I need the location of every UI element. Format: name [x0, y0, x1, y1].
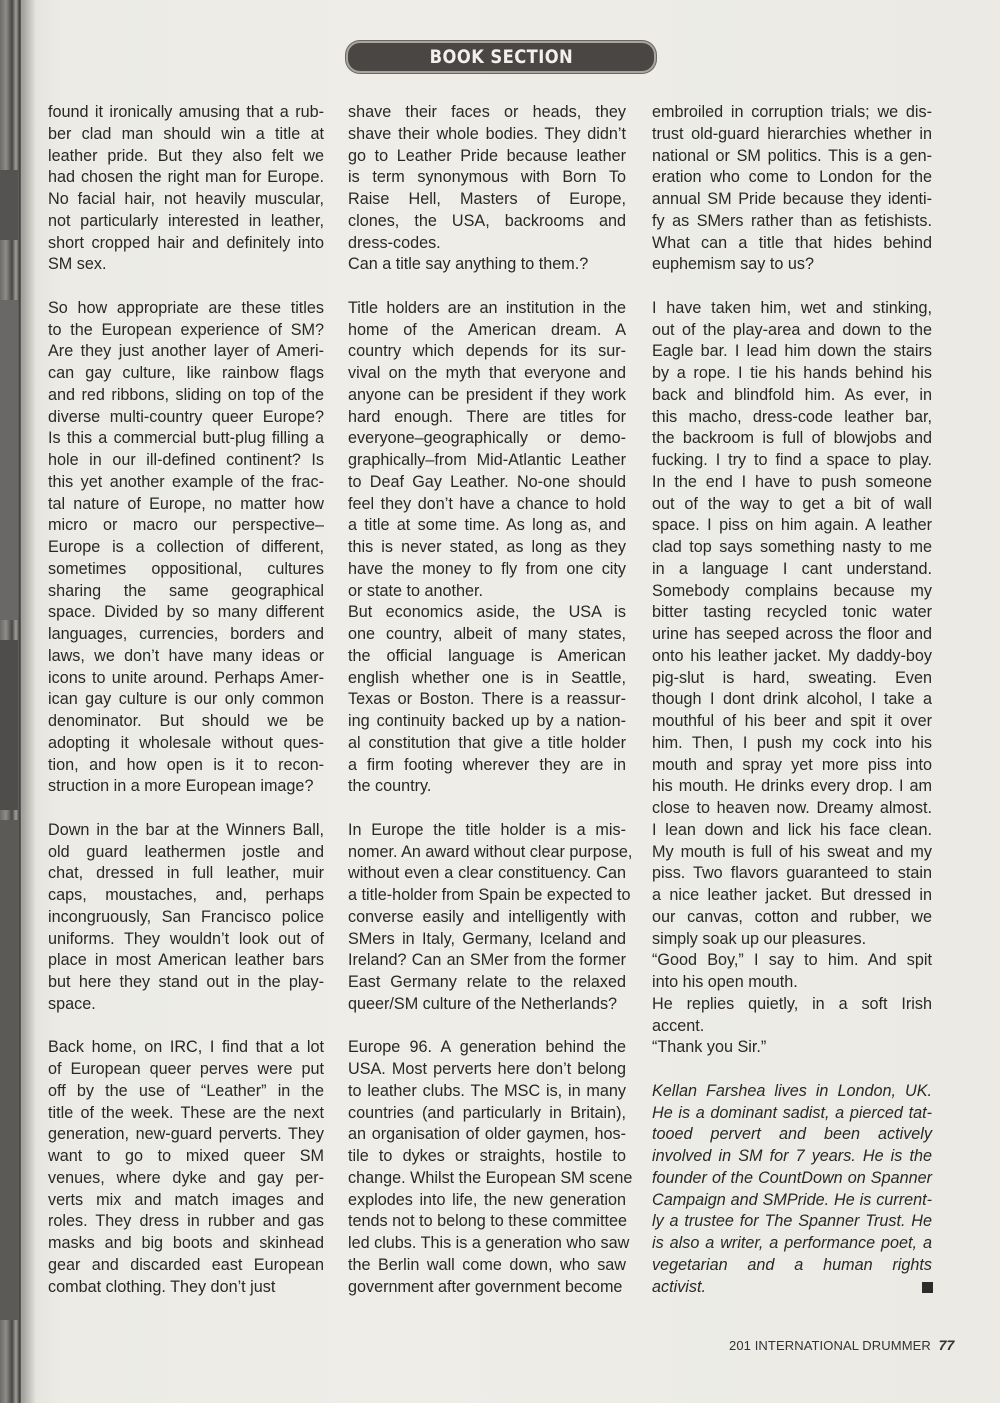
text-line: his mouth. He drinks every drop. I am — [652, 777, 932, 796]
facing-page-photo-fragment — [0, 170, 18, 240]
text-line: hole in our ill-defined continent? Is — [48, 451, 324, 469]
text-line: bitter tasting recycled tonic water — [652, 603, 932, 622]
bio-line: vegetarian and a human rights — [652, 1255, 932, 1274]
text-line: tile to dykes or straights, hostile to — [348, 1147, 626, 1165]
page-number: 77 — [938, 1337, 955, 1353]
text-column-1 — [48, 102, 324, 1298]
text-line: title of the week. These are the next — [48, 1103, 324, 1122]
text-line: fy as SMers rather than as fetishists. — [652, 211, 932, 230]
text-line: in a language I cant understand. — [652, 559, 932, 578]
text-line: SM sex. — [48, 255, 107, 274]
bio-line: activist. — [652, 1277, 706, 1296]
text-line: urine has seeped across the floor and — [652, 625, 932, 643]
text-line: chat, dressed in full leather, muir — [48, 864, 324, 883]
text-line: But economics aside, the USA is — [348, 603, 626, 622]
text-line: My mouth is full of his sweat and my — [652, 842, 932, 861]
text-line: an organisation of older gaymen, hos- — [348, 1125, 626, 1144]
paragraph — [652, 102, 932, 276]
text-line: had chosen the right man for Europe. — [48, 168, 324, 187]
text-line: home of the American dream. A — [348, 320, 626, 339]
text-line: Raise Hell, Masters of Europe, — [348, 190, 626, 208]
text-line: explodes into life, the new generation — [348, 1190, 626, 1209]
facing-page-photo-fragment — [0, 820, 18, 1320]
text-line: want to go to mixed queer SM — [48, 1147, 324, 1165]
bio-line: Kellan Farshea lives in London, UK. — [652, 1081, 932, 1100]
text-column-2 — [348, 102, 633, 1298]
text-line: ican gay culture is our only common — [48, 690, 324, 709]
text-line: shave their whole bodies. They didn’t — [348, 124, 626, 143]
text-line: queer/SM culture of the Netherlands? — [348, 994, 618, 1013]
text-line: laws, we don’t have many ideas or — [48, 646, 324, 665]
text-line: not particularly interested in leather, — [48, 211, 324, 230]
text-line: have the money to fly from one city — [348, 559, 626, 578]
text-line: combat clothing. They don’t just — [48, 1277, 276, 1296]
text-line: generation, new-guard perverts. They — [48, 1125, 324, 1144]
text-line: Europe 96. A generation behind the — [348, 1038, 626, 1057]
text-line: Eagle bar. I lead him down the stairs — [652, 342, 932, 361]
text-line: or state to another. — [348, 581, 483, 600]
text-line: venues, where dyke and gay per- — [48, 1168, 324, 1187]
text-line: graphically–from Mid-Atlantic Leather — [348, 451, 626, 469]
bio-line: founder of the CountDown on Spanner — [652, 1168, 932, 1187]
text-line: to leather clubs. The MSC is, in many — [348, 1081, 626, 1100]
text-line: ing continuity backed up by a nation- — [348, 712, 626, 730]
text-line: vival on the myth that everyone and — [348, 364, 626, 382]
text-line: adopting it wholesale without ques- — [48, 733, 324, 752]
text-line: a firm footing wherever they are in — [348, 755, 626, 774]
text-line: led clubs. This is a generation who saw — [348, 1234, 630, 1252]
text-line: this yet another example of the frac- — [48, 472, 324, 491]
facing-page-photo-fragment — [0, 640, 18, 810]
text-line: a title at some time. As long as, and — [348, 516, 626, 535]
text-line: and red ribbons, sliding on top of the — [48, 385, 324, 404]
text-line: found it ironically amusing that a rub- — [48, 103, 324, 121]
text-line: “Thank you Sir.” — [652, 1038, 767, 1057]
text-line: converse easily and intelligently with — [348, 907, 626, 926]
text-line: masks and big boots and skinhead — [48, 1234, 324, 1252]
text-line: Down in the bar at the Winners Ball, — [48, 820, 324, 839]
text-line: mouthful of his beer and spit it over — [652, 712, 932, 730]
page-footer — [729, 1337, 954, 1353]
text-line: though I dont drink alcohol, I take a — [652, 690, 932, 709]
text-line: eration who come to London for the — [652, 168, 932, 187]
text-line: hard enough. There are titles for — [348, 407, 626, 426]
text-line: one country, albeit of many states, — [348, 625, 626, 643]
bio-line: tooed pervert and been actively — [652, 1125, 932, 1144]
text-line: al constitution that give a title holder — [348, 733, 626, 752]
text-line: dress-codes. — [348, 233, 441, 252]
text-line: english whether one is in Seattle, — [348, 668, 626, 687]
text-line: country which depends for its sur- — [348, 342, 626, 361]
text-line: off by the use of “Leather” in the — [48, 1081, 324, 1100]
text-line: roles. They dress in rubber and gas — [48, 1212, 324, 1231]
section-banner — [346, 41, 656, 73]
text-line: by a rope. I tie his hands behind his — [652, 364, 932, 382]
text-line: simply soak up our pleasures. — [652, 929, 867, 948]
paragraph-spacer — [348, 276, 626, 298]
bio-line: is also a writer, a performance poet, a — [652, 1234, 932, 1252]
section-title: BOOK SECTION — [429, 46, 573, 68]
text-line: this macho, dress-code leather bar, — [652, 407, 932, 426]
text-line: USA. Most perverts here don’t belong — [348, 1060, 626, 1078]
text-line: micro or macro our perspective– — [48, 516, 324, 535]
paragraph — [348, 1037, 633, 1298]
text-line: Back home, on IRC, I find that a lot — [48, 1038, 324, 1057]
text-line: short cropped hair and definitely into — [48, 233, 324, 252]
paragraph — [48, 298, 324, 798]
text-line: the backroom is full of blowjobs and — [652, 429, 932, 448]
text-line: annual SM Pride because they identi- — [652, 190, 932, 208]
text-line: Are they just another layer of Ameri- — [48, 342, 324, 361]
bio-line: He is a dominant sadist, a pierced tat- — [652, 1103, 932, 1122]
text-line: incongruously, San Francisco police — [48, 907, 324, 926]
binding-shadow — [22, 0, 36, 1403]
text-line: countries (and particularly in Britain), — [348, 1103, 626, 1122]
text-line: without even a clear constituency. Can — [348, 864, 626, 883]
text-line: out of the play-area and down to the — [652, 320, 932, 339]
text-line: “Good Boy,” I say to him. And spit — [652, 951, 932, 970]
text-line: go to Leather Pride because leather — [348, 146, 626, 165]
text-line: Europe is a collection of different, — [48, 538, 324, 556]
text-line: out of the way to get a bit of wall — [652, 494, 932, 513]
text-line: is term synonymous with Born To — [348, 168, 626, 187]
text-line: struction in a more European image? — [48, 777, 314, 796]
paragraph — [348, 102, 626, 276]
text-line: everyone–geographically or demo- — [348, 429, 626, 448]
text-line: mouth and spray yet more piss into — [652, 755, 932, 774]
text-line: a nice leather jacket. But dressed in — [652, 886, 932, 904]
text-line: to the European experience of SM? — [48, 320, 324, 339]
paragraph-spacer — [348, 798, 626, 820]
text-line: onto his leather jacket. My daddy-boy — [652, 646, 932, 665]
text-line: tion, and how open is it to recon- — [48, 755, 324, 774]
text-line: Can a title say anything to them.? — [348, 255, 589, 274]
paragraph — [48, 820, 324, 1016]
text-line: of European queer perves were put — [48, 1060, 324, 1078]
paragraph — [652, 298, 932, 1059]
text-line: I have taken him, wet and stinking, — [652, 298, 932, 317]
text-line: the official language is American — [348, 646, 626, 665]
text-line: sometimes oppositional, cultures — [48, 559, 324, 578]
paragraph — [48, 102, 324, 276]
text-line: space. I piss on him again. A leather — [652, 516, 932, 535]
text-line: Ireland? Can an SMer from the former — [348, 951, 626, 970]
text-line: back and blindfold him. As ever, in — [652, 385, 932, 404]
bio-line: Campaign and SMPride. He is current- — [652, 1190, 932, 1209]
text-line: trust old-guard hierarchies whether in — [652, 124, 932, 143]
paragraph-spacer — [48, 276, 324, 298]
text-line: a title-holder from Spain be expected to — [348, 886, 631, 904]
text-line: piss. Two flavors guaranteed to stain — [652, 864, 932, 883]
bio-line: involved in SM for 7 years. He is the — [652, 1147, 932, 1165]
text-line: gear and discarded east European — [48, 1255, 324, 1274]
text-line: uniforms. They wouldn’t look out of — [48, 929, 324, 948]
text-line: Texas or Boston. There is a reassur- — [348, 690, 626, 709]
facing-page-photo-fragment — [0, 300, 18, 620]
end-of-article-mark — [922, 1282, 933, 1293]
text-line: caps, moustaches, and, perhaps — [48, 886, 324, 904]
text-line: fucking. I try to find a space to play. — [652, 451, 932, 469]
text-line: He replies quietly, in a soft Irish — [652, 994, 932, 1013]
text-line: the country. — [348, 777, 432, 796]
issue-number: 201 — [729, 1338, 751, 1353]
text-line: denominator. But should we be — [48, 712, 324, 730]
text-line: change. Whilst the European SM scene — [348, 1168, 633, 1187]
text-line: old guard leathermen jostle and — [48, 842, 324, 861]
text-line: tends not to belong to these committee — [348, 1212, 627, 1231]
text-line: nomer. An award without clear purpose, — [348, 842, 633, 861]
text-line: East Germany relate to the relaxed — [348, 973, 626, 991]
text-line: accent. — [652, 1016, 705, 1035]
text-line: but here they stand out in the play- — [48, 973, 324, 991]
text-line: leather pride. But they also felt we — [48, 146, 324, 165]
paragraph-spacer — [652, 1059, 932, 1081]
paragraph-spacer — [652, 276, 932, 298]
text-line: feel they don’t have a chance to hold — [348, 494, 626, 513]
paragraph — [348, 298, 626, 798]
text-line: sharing the same geographical — [48, 581, 324, 600]
text-line: shave their faces or heads, they — [348, 103, 626, 121]
text-line: pig-slut is hard, sweating. Even — [652, 668, 932, 687]
paragraph-spacer — [48, 798, 324, 820]
text-line: languages, currencies, borders and — [48, 625, 324, 643]
text-line: ber clad man should win a title at — [48, 124, 324, 143]
text-line: Somebody complains because my — [652, 581, 932, 600]
text-line: this is never stated, as long as they — [348, 538, 626, 556]
text-column-3 — [652, 102, 932, 1298]
text-line: clad top says something nasty to me — [652, 538, 932, 556]
text-line: No facial hair, not heavily muscular, — [48, 190, 324, 208]
text-line: diverse multi-country queer Europe? — [48, 407, 324, 426]
text-line: Is this a commercial butt-plug filling a — [48, 429, 324, 448]
paragraph-spacer — [348, 1016, 626, 1038]
text-line: national or SM politics. This is a gen- — [652, 146, 932, 165]
publication-name: INTERNATIONAL DRUMMER — [754, 1338, 931, 1353]
text-line: So how appropriate are these titles — [48, 298, 324, 317]
text-line: In the end I have to push someone — [652, 472, 932, 491]
text-line: into his open mouth. — [652, 973, 798, 991]
text-line: our canvas, cotton and rubber, we — [652, 907, 932, 926]
text-line: verts mix and match images and — [48, 1190, 324, 1209]
text-line: him. Then, I push my cock into his — [652, 733, 932, 752]
text-line: icons to unite around. Perhaps Amer- — [48, 668, 324, 687]
text-line: clones, the USA, backrooms and — [348, 211, 626, 230]
paragraph — [48, 1037, 324, 1298]
text-line: to Deaf Gay Leather. No-one should — [348, 472, 626, 491]
bio-line: ly a trustee for The Spanner Trust. He — [652, 1212, 932, 1231]
text-line: euphemism say to us? — [652, 255, 814, 274]
paragraph — [348, 820, 633, 1016]
text-line: space. Divided by so many different — [48, 603, 324, 622]
text-line: embroiled in corruption trials; we dis- — [652, 103, 932, 121]
text-line: space. — [48, 994, 96, 1013]
author-bio — [652, 1081, 932, 1299]
text-line: SMers in Italy, Germany, Iceland and — [348, 929, 626, 948]
text-line: the Berlin wall come down, who saw — [348, 1255, 626, 1274]
text-line: In Europe the title holder is a mis- — [348, 820, 626, 839]
text-line: place in most American leather bars — [48, 951, 324, 970]
text-line: tal nature of Europe, no matter how — [48, 494, 324, 513]
text-line: What can a title that hides behind — [652, 233, 932, 252]
paragraph-spacer — [48, 1016, 324, 1038]
text-line: close to heaven now. Dreamy almost. — [652, 799, 932, 817]
text-line: I lean down and lick his face clean. — [652, 820, 932, 839]
text-line: can gay culture, like rainbow flags — [48, 364, 324, 382]
text-line: government after government become — [348, 1277, 623, 1296]
text-line: Title holders are an institution in the — [348, 298, 626, 317]
text-line: anyone can be president if they work — [348, 385, 626, 404]
